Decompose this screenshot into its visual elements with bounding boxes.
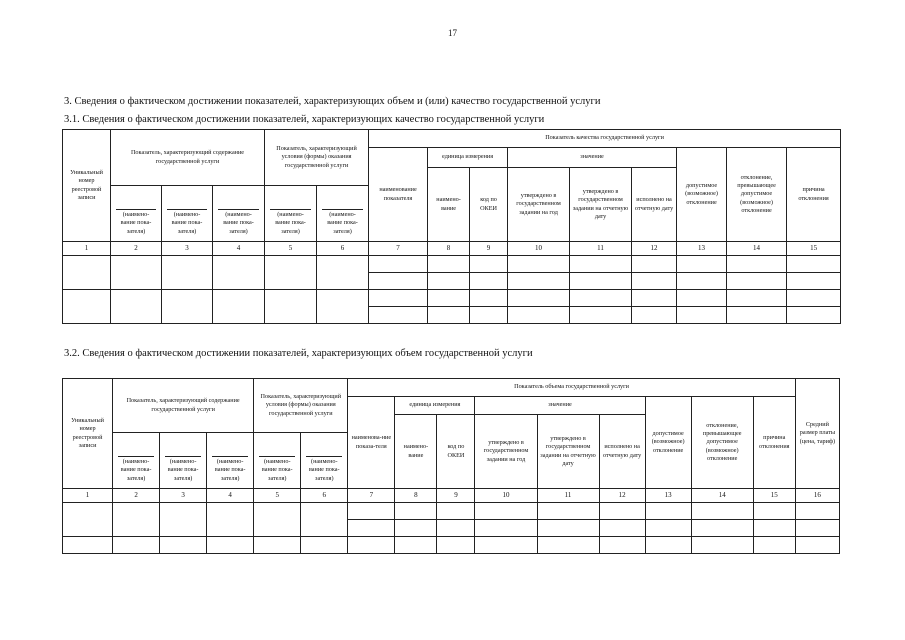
table-cell[interactable] <box>475 537 537 554</box>
table-cell[interactable] <box>537 503 599 520</box>
table-cell[interactable] <box>570 290 632 307</box>
column-number: 15 <box>787 242 841 256</box>
column-number: 11 <box>537 489 599 503</box>
table-cell[interactable] <box>475 503 537 520</box>
executed-header: исполнено на отчетную дату <box>632 168 677 242</box>
table-cell[interactable] <box>162 256 213 290</box>
table-cell[interactable] <box>265 290 317 324</box>
table-cell[interactable] <box>470 273 508 290</box>
table-cell[interactable] <box>213 290 265 324</box>
table-cell[interactable] <box>787 273 841 290</box>
section-3-1-heading: 3.1. Сведения о фактическом достижении показателей, характеризующих качество государственной услуги <box>64 114 545 125</box>
table-cell[interactable] <box>599 520 645 537</box>
table-cell[interactable] <box>301 503 348 537</box>
column-number: 3 <box>162 242 213 256</box>
table-cell[interactable] <box>727 307 787 324</box>
table-cell[interactable] <box>348 520 395 537</box>
content-indicator-name-3: (наимено-вание пока-зателя) <box>207 433 254 489</box>
table-cell[interactable] <box>317 256 369 290</box>
table-cell[interactable] <box>265 256 317 290</box>
table-cell[interactable] <box>113 503 160 537</box>
volume-indicator-header: Показатель объема государственной услуги <box>348 379 795 397</box>
unique-number-header: Уникальный номер реестровой записи <box>63 379 113 489</box>
deviation-reason-header: причина отклонения <box>787 148 841 242</box>
table-cell[interactable] <box>395 520 437 537</box>
table-cell[interactable] <box>691 503 753 520</box>
table-cell[interactable] <box>787 307 841 324</box>
table-cell[interactable] <box>632 290 677 307</box>
approved-year-header: утверждено в государственном задании на год <box>508 168 570 242</box>
page-number: 17 <box>448 28 457 38</box>
column-number: 14 <box>691 489 753 503</box>
table-cell[interactable] <box>727 290 787 307</box>
table-cell[interactable] <box>632 307 677 324</box>
conditions-indicator-name-2: (наимено-вание пока-зателя) <box>317 186 369 242</box>
content-indicator-header: Показатель, характеризующий содержание государственной услуги <box>111 130 265 186</box>
unit-header: единица измерения <box>395 397 475 415</box>
column-numbers-row <box>63 489 840 503</box>
executed-header: исполнено на отчетную дату <box>599 415 645 489</box>
column-number: 2 <box>113 489 160 503</box>
table-cell[interactable] <box>162 290 213 324</box>
table-cell[interactable] <box>63 503 113 537</box>
column-number: 9 <box>470 242 508 256</box>
table-cell[interactable] <box>727 273 787 290</box>
table-cell[interactable] <box>508 307 570 324</box>
table-cell[interactable] <box>395 503 437 520</box>
value-header: значение <box>475 397 645 415</box>
table-cell[interactable] <box>213 256 265 290</box>
table-cell[interactable] <box>348 503 395 520</box>
table-cell[interactable] <box>470 256 508 273</box>
table-row <box>63 537 840 554</box>
column-number: 7 <box>348 489 395 503</box>
content-indicator-name-2: (наимено-вание пока-зателя) <box>162 186 213 242</box>
unique-number-header: Уникальный номер реестровой записи <box>63 130 111 242</box>
conditions-indicator-name-1: (наимено-вание пока-зателя) <box>265 186 317 242</box>
okei-header: код по ОКЕИ <box>470 168 508 242</box>
table-cell[interactable] <box>369 307 428 324</box>
table-cell[interactable] <box>63 290 111 324</box>
table-cell[interactable] <box>254 503 301 537</box>
exceeding-deviation-header: отклонение, превышающее допустимое (возможное) отклонение <box>691 397 753 489</box>
table-cell[interactable] <box>369 273 428 290</box>
column-number: 6 <box>301 489 348 503</box>
table-cell[interactable] <box>691 520 753 537</box>
table-cell[interactable] <box>475 520 537 537</box>
exceeding-deviation-header: отклонение, превышающее допустимое (возможное) отклонение <box>727 148 787 242</box>
column-number: 12 <box>632 242 677 256</box>
conditions-indicator-name-2: (наимено-вание пока-зателя) <box>301 433 348 489</box>
table-cell[interactable] <box>395 537 437 554</box>
table-cell[interactable] <box>570 307 632 324</box>
column-number: 4 <box>213 242 265 256</box>
approved-date-header: утверждено в государственном задании на отчетную дату <box>537 415 599 489</box>
table-cell[interactable] <box>645 503 691 520</box>
table-cell[interactable] <box>753 503 795 520</box>
deviation-reason-header: причина отклонения <box>753 397 795 489</box>
table-cell[interactable] <box>787 290 841 307</box>
approved-date-header: утверждено в государственном задании на отчетную дату <box>570 168 632 242</box>
column-number: 1 <box>63 242 111 256</box>
table-row <box>63 503 840 520</box>
table-cell[interactable] <box>428 273 470 290</box>
column-number: 5 <box>254 489 301 503</box>
table-cell[interactable] <box>753 537 795 554</box>
column-number: 5 <box>265 242 317 256</box>
column-number: 13 <box>645 489 691 503</box>
table-cell[interactable] <box>470 307 508 324</box>
column-number: 13 <box>677 242 727 256</box>
table-cell[interactable] <box>508 256 570 273</box>
conditions-indicator-header: Показатель, характеризующий условия (формы) оказания государственной услуги <box>254 379 348 433</box>
table-cell[interactable] <box>63 256 111 290</box>
table-cell[interactable] <box>508 290 570 307</box>
allowed-deviation-header: допустимое (возможное) отклонение <box>677 148 727 242</box>
table-cell[interactable] <box>677 273 727 290</box>
section-3-2-heading: 3.2. Сведения о фактическом достижении показателей, характеризующих объем государственной услуги <box>64 348 533 359</box>
table-cell[interactable] <box>508 273 570 290</box>
table-cell[interactable] <box>63 537 113 554</box>
column-number: 10 <box>508 242 570 256</box>
table-row <box>63 290 841 307</box>
content-indicator-name-1: (наимено-вание пока-зателя) <box>113 433 160 489</box>
table-cell[interactable] <box>348 537 395 554</box>
content-indicator-name-1: (наимено-вание пока-зателя) <box>111 186 162 242</box>
column-number: 8 <box>395 489 437 503</box>
table-cell[interactable] <box>787 256 841 273</box>
table-cell[interactable] <box>428 307 470 324</box>
column-number: 11 <box>570 242 632 256</box>
column-number: 7 <box>369 242 428 256</box>
column-number: 6 <box>317 242 369 256</box>
table-cell[interactable] <box>301 537 348 554</box>
column-numbers-row <box>63 242 841 256</box>
value-header: значение <box>508 148 677 168</box>
table-cell[interactable] <box>632 273 677 290</box>
unit-header: единица измерения <box>428 148 508 168</box>
table-cell[interactable] <box>727 256 787 273</box>
table-row <box>63 256 841 273</box>
column-number: 12 <box>599 489 645 503</box>
table-cell[interactable] <box>254 537 301 554</box>
table-cell[interactable] <box>317 290 369 324</box>
table-cell[interactable] <box>470 290 508 307</box>
table-cell[interactable] <box>795 503 839 520</box>
content-indicator-header: Показатель, характеризующий содержание государственной услуги <box>113 379 254 433</box>
table-cell[interactable] <box>795 537 839 554</box>
table-cell[interactable] <box>537 520 599 537</box>
table-cell[interactable] <box>599 503 645 520</box>
allowed-deviation-header: допустимое (возможное) отклонение <box>645 397 691 489</box>
table-cell[interactable] <box>437 537 475 554</box>
column-number: 1 <box>63 489 113 503</box>
column-number: 14 <box>727 242 787 256</box>
table-cell[interactable] <box>632 256 677 273</box>
table-cell[interactable] <box>437 520 475 537</box>
table-cell[interactable] <box>645 520 691 537</box>
content-indicator-name-3: (наимено-вание пока-зателя) <box>213 186 265 242</box>
table-cell[interactable] <box>570 273 632 290</box>
quality-indicator-header: Показатель качества государственной услуги <box>369 130 841 148</box>
average-fee-header: Средний размер платы (цена, тариф) <box>795 379 839 489</box>
column-number: 15 <box>753 489 795 503</box>
table-cell[interactable] <box>570 256 632 273</box>
column-number: 10 <box>475 489 537 503</box>
table-cell[interactable] <box>428 256 470 273</box>
table-cell[interactable] <box>677 290 727 307</box>
conditions-indicator-name-1: (наимено-вание пока-зателя) <box>254 433 301 489</box>
conditions-indicator-header: Показатель, характеризующий условия (формы) оказания государственной услуги <box>265 130 369 186</box>
indicator-name-header: наименова-ние показа-теля <box>348 397 395 489</box>
table-cell[interactable] <box>795 520 839 537</box>
table-cell[interactable] <box>691 537 753 554</box>
table-cell[interactable] <box>111 256 162 290</box>
unit-name-header: наимено-вание <box>395 415 437 489</box>
column-number: 2 <box>111 242 162 256</box>
table-cell[interactable] <box>160 537 207 554</box>
table-cell[interactable] <box>677 307 727 324</box>
table-cell[interactable] <box>428 290 470 307</box>
unit-name-header: наимено-вание <box>428 168 470 242</box>
section-3-heading: 3. Сведения о фактическом достижении показателей, характеризующих объем и (или) качество государственной услуги <box>64 96 601 107</box>
column-number: 4 <box>207 489 254 503</box>
okei-header: код по ОКЕИ <box>437 415 475 489</box>
table-cell[interactable] <box>369 256 428 273</box>
indicator-name-header: наименование показателя <box>369 148 428 242</box>
table-cell[interactable] <box>753 520 795 537</box>
table-cell[interactable] <box>369 290 428 307</box>
table-cell[interactable] <box>645 537 691 554</box>
column-number: 8 <box>428 242 470 256</box>
content-indicator-name-2: (наимено-вание пока-зателя) <box>160 433 207 489</box>
quality-indicators-table <box>62 129 841 324</box>
column-number: 16 <box>795 489 839 503</box>
table-cell[interactable] <box>207 503 254 537</box>
table-cell[interactable] <box>111 290 162 324</box>
column-number: 9 <box>437 489 475 503</box>
table-cell[interactable] <box>599 537 645 554</box>
table-cell[interactable] <box>437 503 475 520</box>
table-cell[interactable] <box>677 256 727 273</box>
column-number: 3 <box>160 489 207 503</box>
approved-year-header: утверждено в государственном задании на год <box>475 415 537 489</box>
table-cell[interactable] <box>207 537 254 554</box>
table-cell[interactable] <box>160 503 207 537</box>
table-cell[interactable] <box>113 537 160 554</box>
table-cell[interactable] <box>537 537 599 554</box>
volume-indicators-table <box>62 378 840 554</box>
